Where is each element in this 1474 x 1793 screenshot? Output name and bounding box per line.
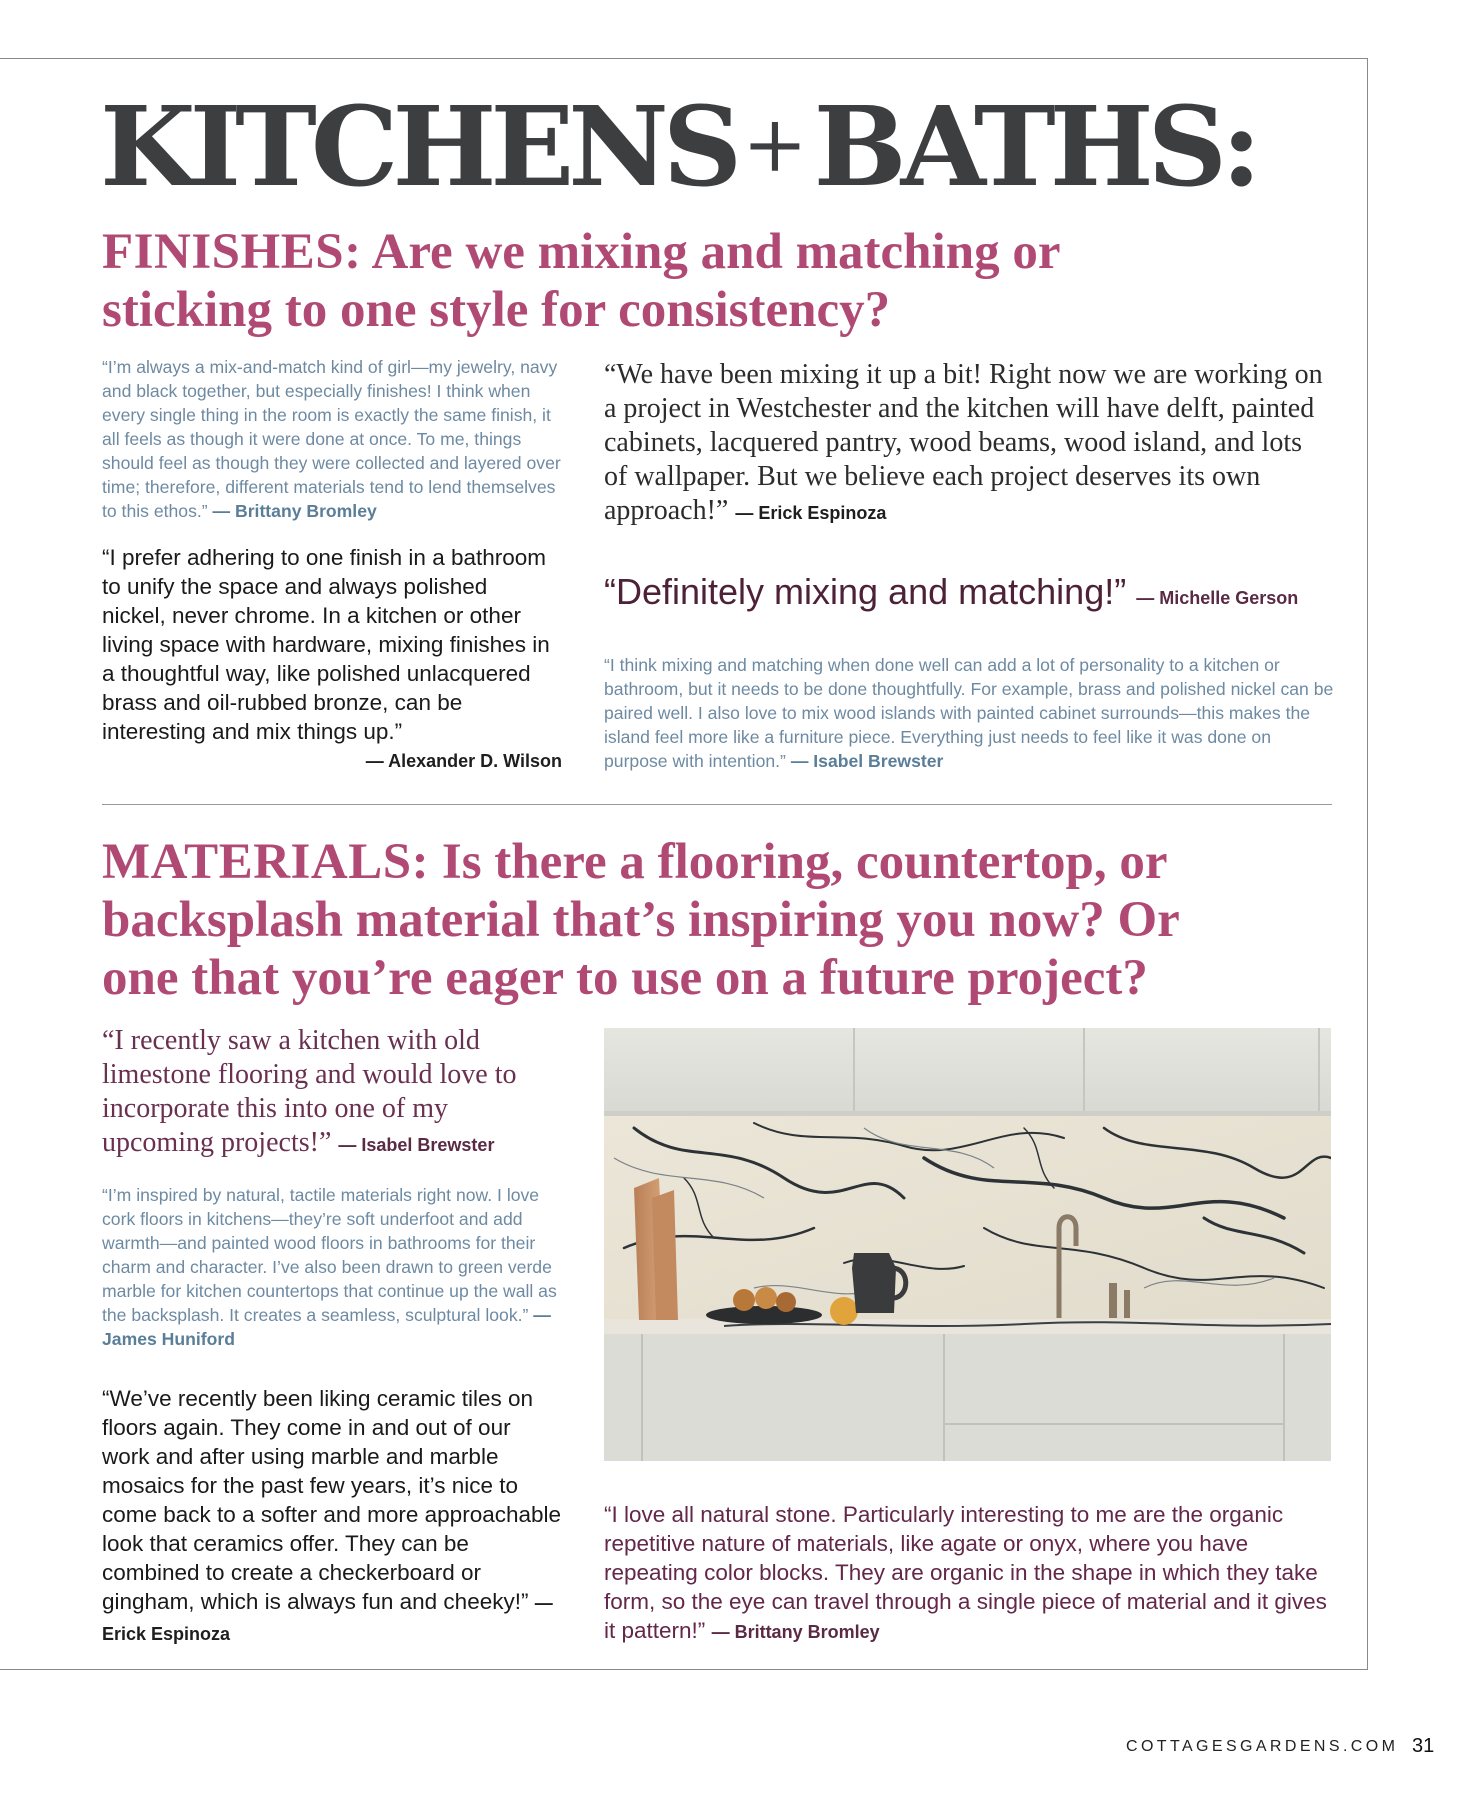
footer-site-url: COTTAGESGARDENS.COM bbox=[1126, 1738, 1399, 1755]
headline-baths: BATHS: bbox=[813, 82, 1256, 211]
materials-keyword: MATERIALS: bbox=[102, 834, 430, 890]
quote-brittany-bromley-materials bbox=[604, 1500, 1334, 1647]
quote-attribution: — Erick Espinoza bbox=[735, 503, 887, 523]
quote-erick-espinoza-materials bbox=[102, 1384, 564, 1649]
finishes-heading bbox=[102, 223, 1342, 339]
quote-isabel-brewster-finishes bbox=[604, 653, 1334, 773]
quote-text: “I prefer adhering to one finish in a bathroom to unify the space and always polished nickel, never chrome. In a kitchen or other living space with hardware, mixing finishes in a thoughtful way, like polished unlacquered brass and oil-rubbed bronze, can be interesting and mix things up.” bbox=[102, 545, 550, 744]
materials-heading bbox=[102, 833, 1352, 1007]
quote-michelle-gerson bbox=[604, 570, 1298, 620]
quote-attribution: — Michelle Gerson bbox=[1136, 588, 1299, 608]
quote-attribution-alexander: — Alexander D. Wilson bbox=[365, 751, 562, 771]
quote-alexander-wilson bbox=[102, 543, 552, 746]
quote-text: “We’ve recently been liking ceramic tiles on floors again. They come in and out of our work and after using marble and marble mosaics for the past few years, it’s nice to come back to a softer and more approachable look that ceramics offer. They can be combined to create a checkerboard or gingham, which is always fun and cheeky!” bbox=[102, 1386, 562, 1614]
quote-text: “I’m always a mix-and-match kind of girl—my jewelry, navy and black together, but especially finishes! I think when every single thing in the room is exactly the same finish, it all feels as though it were done at once. To me, things should feel as though they were collected and layered over time; therefore, different materials tend to lend themselves to this ethos.” bbox=[102, 357, 561, 521]
quote-attribution: — Erick Espinoza bbox=[102, 1593, 553, 1644]
quote-attribution: — Brittany Bromley bbox=[711, 1622, 880, 1642]
finishes-question-line1: Are we mixing and matching or bbox=[361, 224, 1061, 280]
finishes-question-line2: sticking to one style for consistency? bbox=[102, 282, 891, 338]
quote-erick-espinoza-finishes bbox=[604, 358, 1332, 530]
quote-attribution: — James Huniford bbox=[102, 1305, 551, 1349]
finishes-keyword: FINISHES: bbox=[102, 224, 362, 280]
section-divider bbox=[102, 804, 1332, 805]
headline-kitchens: KITCHENS bbox=[100, 82, 737, 211]
quote-attribution: — Brittany Bromley bbox=[212, 501, 377, 521]
quote-text: “I’m inspired by natural, tactile materials right now. I love cork floors in kitchens—they’re soft underfoot and add warmth—and painted wood floors in bathrooms for their charm and character. I’ve also been drawn to green verde marble for kitchen countertops that continue up the wall as the backsplash. It creates a seamless, sculptural look.” bbox=[102, 1185, 557, 1325]
page-headline bbox=[100, 80, 1360, 212]
materials-question-line2: backsplash material that’s inspiring you now? Or bbox=[102, 892, 1180, 948]
quote-text: “I think mixing and matching when done well can add a lot of personality to a kitchen or bathroom, but it needs to be done thoughtfully. For example, brass and polished nickel can be paired well. I also love to mix wood islands with painted cabinet surrounds—this makes the island feel more like a furniture piece. Everything just needs to feel like it was done on purpose with intention.” bbox=[604, 655, 1334, 771]
page-number: 31 bbox=[1412, 1735, 1435, 1757]
quote-attribution: — Isabel Brewster bbox=[790, 751, 944, 771]
quote-james-huniford bbox=[102, 1183, 564, 1351]
materials-question-line1: Is there a flooring, countertop, or bbox=[429, 834, 1168, 890]
quote-isabel-brewster-materials bbox=[102, 1024, 562, 1162]
quote-attribution: — Isabel Brewster bbox=[338, 1135, 495, 1155]
kitchen-photo bbox=[604, 1028, 1331, 1461]
quote-text: “Definitely mixing and matching!” bbox=[604, 571, 1127, 612]
materials-question-line3: one that you’re eager to use on a future project? bbox=[102, 950, 1148, 1006]
quote-text: “I recently saw a kitchen with old limestone flooring and would love to incorporate this into one of my upcoming projects!” bbox=[102, 1025, 517, 1158]
quote-text: “We have been mixing it up a bit! Right now we are working on a project in Westchester and the kitchen will have delft, painted cabinets, lacquered pantry, wood beams, wood island, and lots of wallpaper. But we believe each project deserves its own approach!” bbox=[604, 359, 1323, 526]
quote-brittany-finishes bbox=[102, 355, 564, 523]
quote-text: “I love all natural stone. Particularly interesting to me are the organic repetitive nature of materials, like agate or onyx, where you have repeating color blocks. They are organic in the shape in which they take form, so the eye can travel through a single piece of material and it gives it pattern!” bbox=[604, 1502, 1327, 1643]
headline-plus: + bbox=[742, 100, 808, 190]
